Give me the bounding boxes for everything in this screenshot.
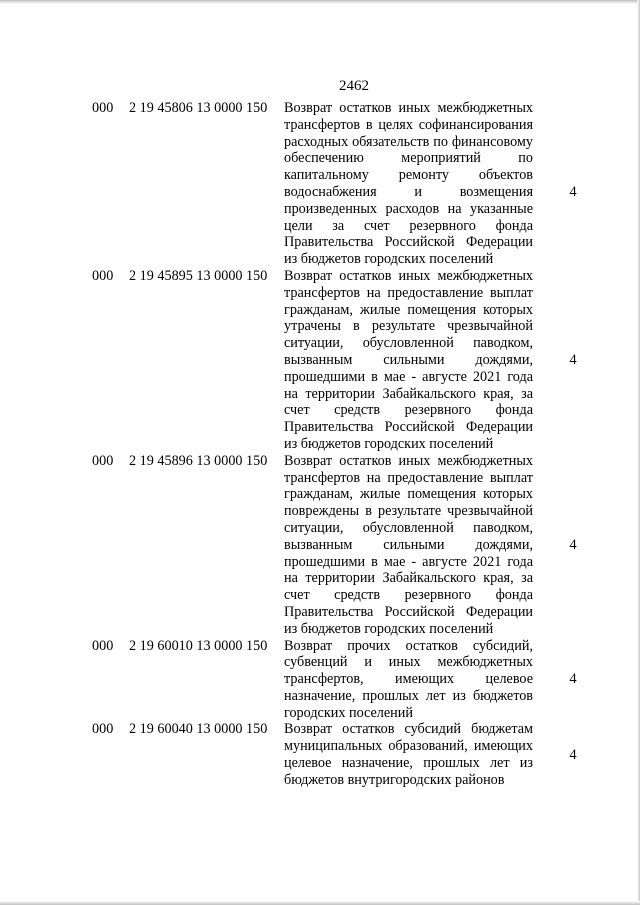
row-value: 4 [569,536,577,553]
code-description: Возврат остатков иных межбюджетных трансфертов на предоставление выплат гражданам, жилые помещения которых повреждены в результате чрезвычайной ситуации, обусловленной паводком, вызванным сильными дождями, прошедшими в мае - августе 2021 года на территории Забайкальского края, за счет средств резервного фонда Правительства Российской Федерации из бюджетов городских поселений [284,452,533,637]
table-row [0,100,640,268]
budget-codes-table [0,100,640,789]
row-value: 4 [569,746,577,763]
budget-classification-code: 2 19 60040 13 0000 150 [129,721,268,738]
budget-classification-code: 2 19 60010 13 0000 150 [129,637,268,654]
budget-classification-code: 2 19 45806 13 0000 150 [129,100,268,116]
row-value: 4 [569,351,577,368]
row-value: 4 [569,671,577,688]
table-row [0,721,640,788]
admin-code: 000 [92,721,114,738]
page-number: 2462 [339,78,369,94]
admin-code: 000 [92,100,114,116]
code-description: Возврат остатков иных межбюджетных трансфертов на предоставление выплат гражданам, жилые помещения которых утрачены в результате чрезвычайной ситуации, обусловленной паводком, вызванным сильными дождями, прошедшими в мае - августе 2021 года на территории Забайкальского края, за счет средств резервного фонда Правительства Российской Федерации из бюджетов городских поселений [284,267,533,452]
code-description: Возврат остатков субсидий бюджетам муниципальных образований, имеющих целевое назначение, прошлых лет из бюджетов внутригородских районов [284,721,533,788]
admin-code: 000 [92,637,114,654]
admin-code: 000 [92,267,114,284]
budget-classification-code: 2 19 45895 13 0000 150 [129,267,268,284]
page-edge-bottom [0,901,640,905]
table-row [0,268,640,453]
budget-classification-code: 2 19 45896 13 0000 150 [129,452,268,469]
table-row [0,453,640,638]
table-row [0,638,640,722]
page-edge-top [0,0,640,4]
admin-code: 000 [92,452,114,469]
row-value: 4 [569,184,577,200]
code-description: Возврат прочих остатков субсидий, субвенций и иных межбюджетных трансфертов, имеющих целевое назначение, прошлых лет из бюджетов городских поселений [284,637,533,721]
code-description: Возврат остатков иных межбюджетных трансфертов в целях софинансирования расходных обязательств по финансовому обеспечению мероприятий по капитальному ремонту объектов водоснабжения и возмещения произведенных расходов на указанные цели за счет резервного фонда Правительства Российской Федерации из бюджетов городских поселений [284,100,533,268]
